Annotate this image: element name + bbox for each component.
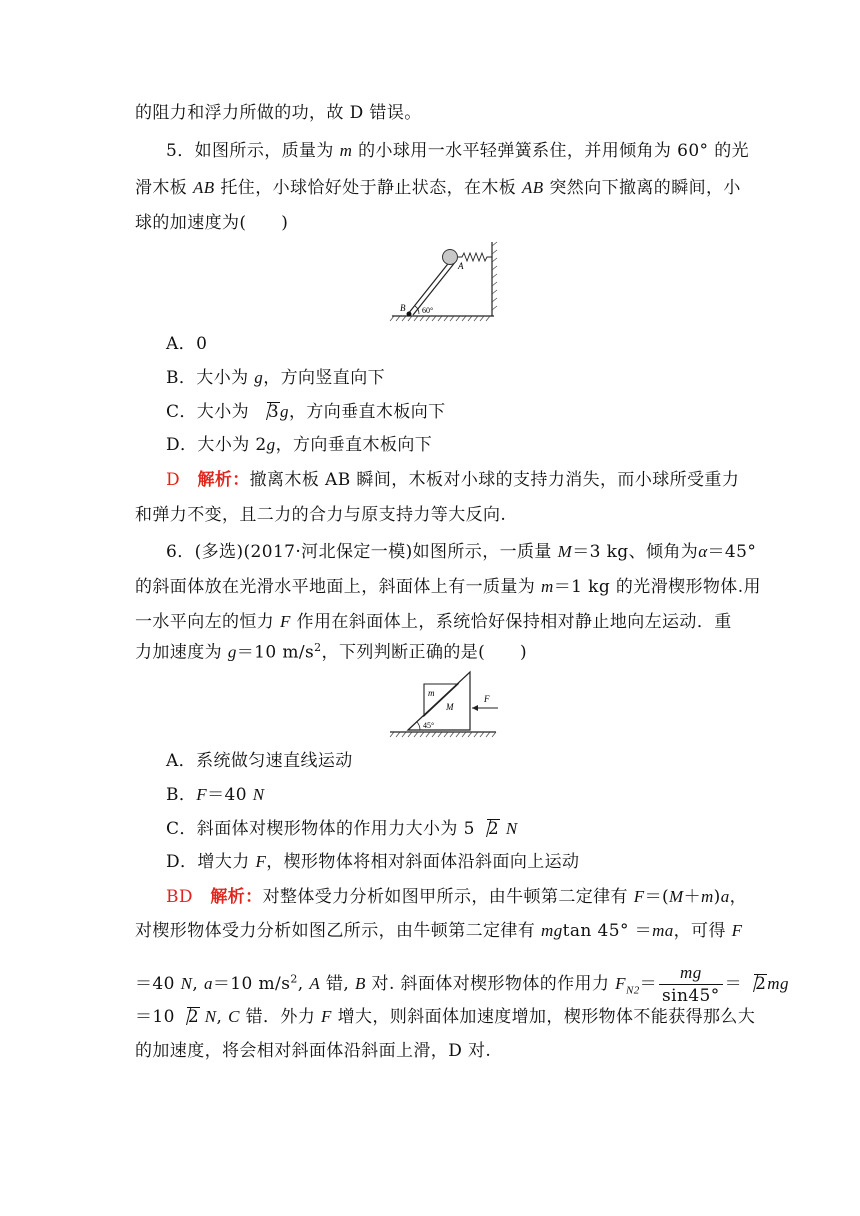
q6-explanation-line2 — [135, 920, 742, 942]
var-m: m — [541, 577, 554, 596]
numerator: mg — [659, 962, 723, 985]
explanation-label: 解析： — [210, 887, 263, 907]
text: 对整体受力分析如图甲所示，由牛顿第二定律有 — [262, 887, 634, 907]
text: 的加速度，将会相对斜面体沿斜面上滑，D 对. — [135, 1041, 492, 1061]
text: ＋ — [683, 887, 701, 907]
var-F: F — [255, 852, 267, 871]
text: 对. 斜面体对楔形物体的作用力 — [365, 974, 616, 994]
q6-explanation-line5 — [135, 1040, 491, 1062]
radicand: 2 — [755, 974, 767, 994]
text: 增大，则斜面体加速度增加，楔形物体不能获得那么大 — [331, 1007, 756, 1027]
q5-figure — [388, 238, 500, 324]
sqrt-symbol — [177, 1006, 200, 1028]
text: ＝1 kg 的光滑楔形物体.用 — [553, 577, 761, 597]
text: 一水平向左的恒力 — [135, 612, 281, 632]
q6-option-b — [166, 784, 264, 806]
wall-hatch — [492, 242, 497, 310]
label-angle-60: 60° — [422, 306, 434, 315]
sqrt-symbol — [744, 973, 767, 995]
text: ＝10 — [135, 1007, 175, 1027]
q5-option-a — [166, 333, 207, 355]
text: ＝40 — [207, 785, 253, 805]
var-M: M — [557, 542, 573, 561]
answer-label: BD — [166, 887, 193, 907]
var: B — [354, 974, 366, 993]
var-F: F — [280, 612, 291, 631]
var: a — [204, 974, 213, 993]
text: 滑木板 — [135, 178, 194, 198]
text: 作用在斜面体上，系统恰好保持相对静止地向左运动．重 — [290, 612, 732, 632]
superscript: 2 — [314, 641, 322, 654]
text: ＝10 m/s — [236, 642, 315, 663]
text: C．大小为 — [166, 402, 255, 422]
ball — [443, 250, 458, 265]
var-ab: AB — [193, 178, 215, 197]
text: 突然向下撤离的瞬间，小 — [543, 178, 741, 198]
q6-stem-line2 — [135, 576, 761, 598]
var-alpha: α — [698, 542, 708, 561]
label-m: m — [428, 688, 435, 698]
sqrt-symbol — [477, 818, 500, 840]
text: D．大小为 2 — [166, 435, 267, 455]
arrow-head-icon — [472, 705, 478, 711]
text: ，方向垂直木板向下 — [288, 402, 446, 422]
text: ，可得 — [673, 921, 732, 941]
carryover-line: 的阻力和浮力所做的功，故 D 错误。 — [135, 103, 422, 123]
label-F: F — [484, 694, 490, 704]
text: ，方向垂直木板向下 — [275, 435, 433, 455]
radicand: 3 — [267, 402, 280, 422]
text: 的小球用一水平轻弹簧系住，并用倾角为 60° 的光 — [352, 141, 750, 161]
text: ，下列判断正确的是( ) — [321, 642, 528, 663]
q6-answer-line — [166, 886, 747, 908]
text: 撤离木板 AB 瞬间，木板对小球的支持力消失，而小球所受重力 — [249, 470, 740, 490]
answer-label: D — [166, 470, 181, 490]
var: C — [228, 1007, 240, 1026]
text: 的斜面体放在光滑水平地面上，斜面体上有一质量为 — [135, 577, 542, 597]
text: 和弹力不变，且二力的合力与原支持力等大反向. — [135, 505, 507, 525]
var: mg — [767, 974, 789, 993]
label-angle-45: 45° — [423, 721, 435, 730]
text: 错, — [320, 974, 355, 994]
slope-block-m-large — [408, 672, 470, 730]
unit-N: N — [252, 785, 265, 804]
q5-option-b — [166, 367, 385, 389]
var-ab: AB — [522, 178, 544, 197]
radicand: 2 — [187, 1007, 200, 1027]
subscript: N2 — [625, 984, 640, 997]
q5-option-d — [166, 434, 432, 456]
ground-hatch — [390, 732, 496, 737]
var-F: F — [196, 785, 208, 804]
label-a: A — [458, 261, 464, 271]
text: ＝( — [644, 887, 669, 907]
var: M — [669, 887, 684, 906]
text: 对楔形物体受力分析如图乙所示，由牛顿第二定律有 — [135, 921, 542, 941]
q6-explanation-line3 — [135, 962, 789, 1007]
angle-arc — [417, 722, 420, 730]
label-b: B — [400, 303, 406, 313]
q5-stem-line3 — [135, 212, 288, 234]
text: ， — [729, 887, 748, 907]
text: , — [192, 974, 204, 994]
text: ＝ — [724, 974, 743, 994]
explanation-label: 解析： — [197, 470, 250, 490]
text: ＝45° — [707, 542, 757, 562]
var: mg — [541, 921, 563, 940]
text: B． — [166, 785, 197, 805]
q6-option-d — [166, 851, 579, 873]
q5-answer-line — [166, 469, 739, 491]
var: F — [321, 1007, 332, 1026]
var-g: g — [254, 368, 264, 387]
text: ) — [713, 887, 721, 907]
var: F — [615, 974, 626, 993]
var: N — [200, 1007, 217, 1026]
var: F — [633, 887, 645, 906]
var: m — [700, 887, 714, 906]
fraction — [659, 962, 723, 1007]
q6-figure — [388, 668, 500, 740]
q5-stem-line1 — [166, 140, 749, 162]
text: ＝3 kg、倾角为 — [572, 542, 699, 562]
text: A．0 — [166, 334, 208, 354]
var: F — [731, 921, 743, 940]
q5-stem-line2 — [135, 177, 741, 199]
q6-explanation-line4 — [135, 1006, 755, 1028]
text: 5．如图所示，质量为 — [166, 141, 340, 161]
sqrt-symbol — [257, 401, 280, 423]
q6-stem-line3 — [135, 611, 732, 633]
text: tan 45° ＝ — [562, 921, 653, 941]
text: 力加速度为 — [135, 642, 228, 663]
text: 错．外力 — [239, 1007, 322, 1027]
ground-hatch — [390, 316, 490, 321]
var: a — [720, 887, 730, 906]
text: ＝10 m/s — [212, 974, 291, 994]
pivot-b — [407, 312, 412, 317]
var-m: m — [339, 141, 353, 160]
spring — [458, 253, 492, 261]
radicand: 2 — [487, 819, 500, 839]
text: ＝ — [639, 974, 658, 994]
text: 托住，小球恰好处于静止状态，在木板 — [214, 178, 523, 198]
var-g: g — [266, 435, 276, 454]
text: A．系统做匀速直线运动 — [166, 751, 353, 771]
q6-option-c — [166, 818, 518, 840]
text: , — [216, 1007, 229, 1027]
unit-N: N — [505, 819, 518, 838]
text: 球的加速度为( ) — [135, 213, 289, 233]
text: ＝40 — [135, 974, 181, 994]
text: B．大小为 — [166, 368, 255, 388]
text: , — [297, 974, 310, 994]
q6-stem-line1 — [166, 541, 756, 563]
var: ma — [652, 921, 674, 940]
label-M: M — [446, 702, 454, 712]
var-g: g — [227, 642, 237, 662]
text: ，楔形物体将相对斜面体沿斜面向上运动 — [266, 852, 580, 872]
q5-option-c — [166, 401, 446, 423]
q5-explanation-line2 — [135, 504, 506, 526]
var: A — [309, 974, 321, 993]
q6-option-a — [166, 750, 353, 772]
var-g: g — [280, 402, 289, 421]
text: C．斜面体对楔形物体的作用力大小为 5 — [166, 819, 475, 839]
text: D．增大力 — [166, 852, 256, 872]
text: ，方向竖直向下 — [263, 368, 386, 388]
var: N — [180, 974, 193, 993]
text: 6．(多选)(2017·河北保定一模)如图所示，一质量 — [166, 542, 558, 562]
carryover-text — [135, 102, 422, 124]
q6-stem-line4 — [135, 637, 527, 664]
superscript: 2 — [290, 972, 298, 986]
denominator: sin45° — [662, 986, 720, 1006]
